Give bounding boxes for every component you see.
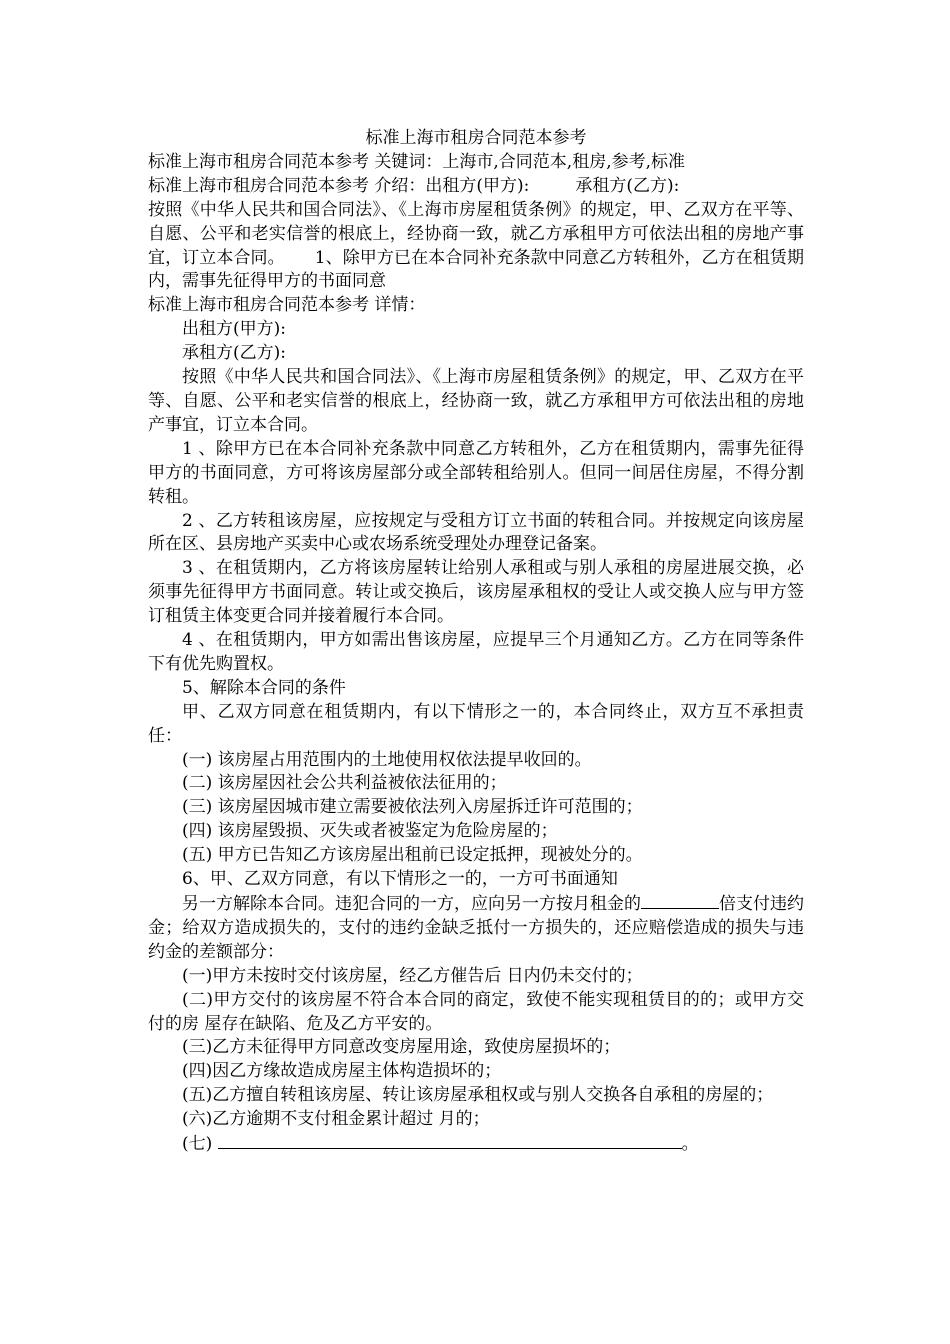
clause-6-item-7-suffix: 。: [681, 1134, 699, 1155]
preamble-paragraph: 按照《中华人民共和国合同法》、《上海市房屋租赁条例》的规定，甲、乙双方在平等、自愿、公平和老实信誉的根底上，经协商一致，就乙方承租甲方可依法出租的房地产事宜，订立本合同。: [148, 367, 804, 435]
clause-4: 4 、在租赁期内，甲方如需出售该房屋，应提早三个月通知乙方。乙方在同等条件下有优先购置权。: [148, 630, 804, 674]
intro-paragraph: [148, 175, 804, 295]
clause-5-body: 甲、乙双方同意在租赁期内，有以下情形之一的，本合同终止，双方互不承担责任：: [148, 701, 804, 746]
item-7-blank: [218, 1132, 682, 1149]
clause-6-item: (一)甲方未按时交付该房屋，经乙方催告后 日内仍未交付的；: [182, 965, 643, 986]
clause-5-title: 5、解除本合同的条件: [182, 677, 346, 698]
clause-6-item: (六)乙方逾期不支付租金累计超过 月的；: [182, 1109, 490, 1130]
clause-6-item: (二)甲方交付的该房屋不符合本合同的商定，致使不能实现租赁目的的；或甲方交付的房 屋存在缺陷、危及乙方平安的。: [148, 989, 804, 1034]
intro-prefix: 标准上海市租房合同范本参考 介绍：出租方(甲方):: [148, 175, 530, 196]
clause-3: 3 、在租赁期内，乙方将该房屋转让给别人承租或与别人承租的房屋进展交换，必须事先征得甲方书面同意。转让或交换后，该房屋承租权的受让人或交换人应与甲方签订租赁主体变更合同并接着履行本合同。: [148, 558, 804, 627]
lessor-line: 出租方(甲方):: [182, 319, 286, 340]
clause-6-item-7-prefix: (七): [182, 1134, 213, 1155]
penalty-multiple-blank: [641, 892, 719, 909]
clause-6-body: [148, 892, 804, 965]
clause-6-item-7: [148, 1132, 804, 1157]
intro-body-a: 按照《中华人民共和国合同法》、《上海市房屋租赁条例》的规定，甲、乙双方在平等、自愿、公平和老实信誉的根底上，经协商一致，就乙方承租甲方可依法出租的房地产事宜，订立本合同。: [148, 199, 804, 268]
clause-6-item: (五)乙方擅自转租该房屋、转让该房屋承租权或与别人交换各自承租的房屋的；: [182, 1085, 774, 1106]
lessee-line: 承租方(乙方):: [182, 343, 286, 364]
clause-6-body-post: 倍支付违约金；给双方造成损失的，支付的违约金缺乏抵付一方损失的，还应赔偿造成的损失与违约金的差额部分：: [148, 894, 804, 962]
clause-6-body-pre: 另一方解除本合同。违犯合同的一方，应向另一方按月租金的: [182, 894, 641, 914]
clause-6-item: (三)乙方未征得甲方同意改变房屋用途，致使房屋损坏的；: [182, 1037, 621, 1058]
clause-1: 1 、除甲方已在本合同补充条款中同意乙方转租外，乙方在租赁期内，需事先征得甲方的书面同意，方可将该房屋部分或全部转租给别人。但同一间居住房屋，不得分割转租。: [148, 438, 804, 507]
keywords-line: 标准上海市租房合同范本参考 关键词：上海市,合同范本,租房,参考,标准: [148, 151, 686, 172]
clause-6-title: 6、甲、乙双方同意，有以下情形之一的，一方可书面通知: [182, 869, 618, 890]
intro-lessee: 承租方(乙方):: [575, 175, 680, 196]
clause-5-item: (五) 甲方已告知乙方该房屋出租前已设定抵押，现被处分的。: [182, 845, 643, 866]
clause-6-item: (四)因乙方缘故造成房屋主体构造损坏的；: [182, 1061, 502, 1082]
clause-5-item: (三) 该房屋因城市建立需要被依法列入房屋拆迁许可范围的；: [182, 797, 643, 818]
clause-5-item: (四) 该房屋毁损、灭失或者被鉴定为危险房屋的；: [182, 821, 558, 842]
details-label: 标准上海市租房合同范本参考 详情：: [148, 295, 426, 316]
clause-2: 2 、乙方转租该房屋，应按规定与受租方订立书面的转租合同。并按规定向该房屋所在区、县房地产买卖中心或农场系统受理处办理登记备案。: [148, 510, 804, 555]
document-page: [148, 127, 804, 1157]
document-title: 标准上海市租房合同范本参考: [365, 128, 587, 148]
intro-body-b: 1、除甲方已在本合同补充条款中同意乙方转租外，乙方在租赁期内，需事先征得甲方的书面同意: [148, 247, 805, 292]
clause-5-item: (二) 该房屋因社会公共利益被依法征用的；: [182, 773, 507, 794]
clause-5-item: (一) 该房屋占用范围内的土地使用权依法提早收回的。: [182, 749, 592, 770]
